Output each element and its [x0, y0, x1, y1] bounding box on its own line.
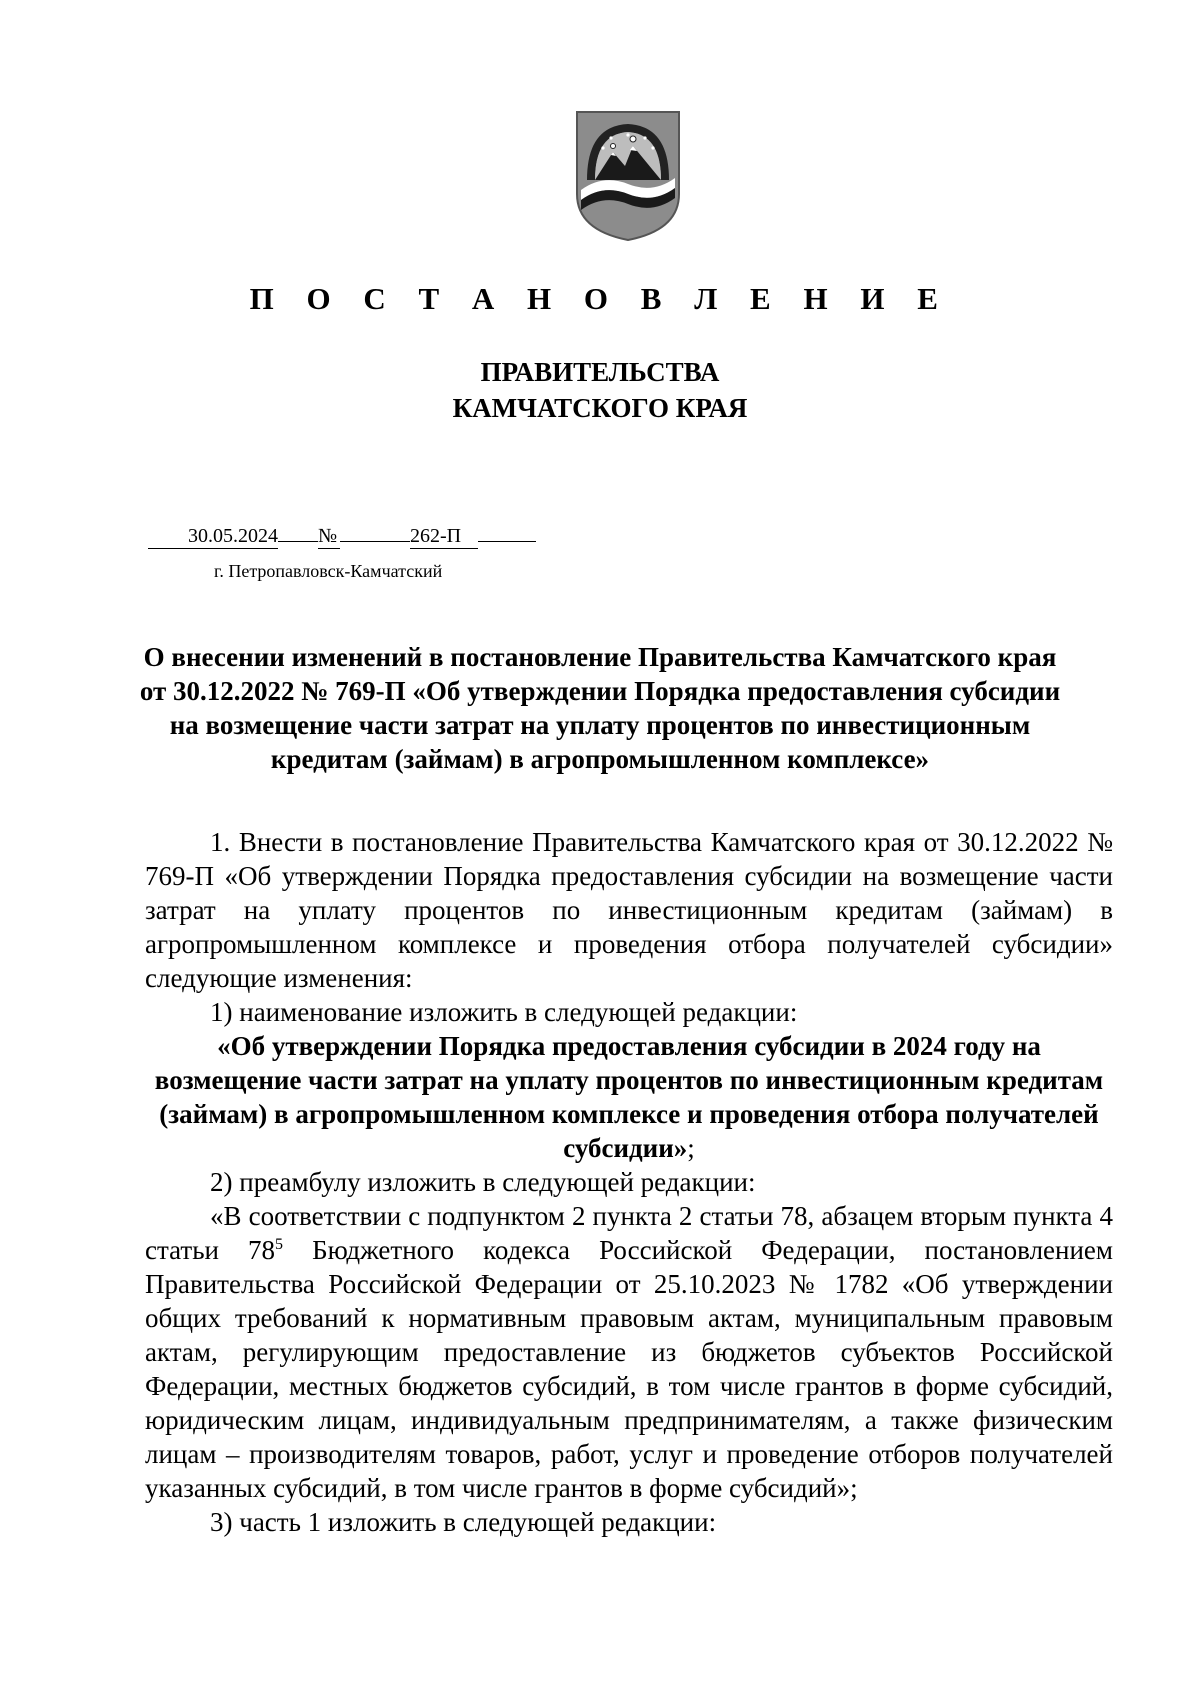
subject-line-3: на возмещение части затрат на уплату процентов по инвестиционным	[169, 710, 1031, 740]
document-body	[145, 825, 1113, 1539]
paragraph-2: 1) наименование изложить в следующей редакции:	[210, 997, 798, 1027]
preamble-part-a: «В соответствии с подпунктом 2 пункта 2 статьи 78, абзацем вторым пункта 4 статьи 78	[145, 1201, 1113, 1265]
document-city: г. Петропавловск-Камчатский	[214, 561, 443, 581]
article-superscript: 5	[275, 1236, 284, 1253]
new-title-text: «Об утверждении Порядка предоставления субсидии в 2024 году на возмещение части затрат на уплату процентов по инвестиционным кредитам (займам) в агропромышленном комплексе и проведения отбора получателей субсидии»	[154, 1031, 1104, 1163]
document-number: 262-П	[410, 524, 478, 549]
authority-line-1: ПРАВИТЕЛЬСТВА	[480, 357, 720, 387]
document-date-number	[148, 524, 568, 549]
paragraph-4: 2) преамбулу изложить в следующей редакции:	[210, 1167, 756, 1197]
coat-of-arms-icon	[573, 108, 683, 244]
issuing-authority	[0, 354, 1200, 426]
authority-line-2: КАМЧАТСКОГО КРАЯ	[452, 393, 748, 423]
preamble-part-b: Бюджетного кодекса Российской Федерации, постановлением Правительства Российской Федерации от 25.10.2023 № 1782 «Об утверждении общих требований к нормативным правовым актам, муниципальным правовым актам, регулирующим предоставление из бюджетов субъектов Российской Федерации, местных бюджетов субсидий, в том числе грантов в форме субсидий, юридическим лицам, индивидуальным предпринимателям, а также физическим лицам – производителям товаров, работ, услуг и проведение отборов получателей указанных субсидий, в том числе грантов в форме субсидий»;	[145, 1235, 1113, 1503]
paragraph-6: 3) часть 1 изложить в следующей редакции:	[210, 1507, 717, 1537]
paragraph-3	[145, 1029, 1113, 1165]
number-sign: №	[318, 524, 340, 549]
paragraph-1: 1. Внести в постановление Правительства Камчатского края от 30.12.2022 № 769-П «Об утверждении Порядка предоставления субсидии на возмещение части затрат на уплату процентов по инвестиционным кредитам (займам) в агропромышленном комплексе и проведения отбора получателей субсидии» следующие изменения:	[145, 827, 1113, 993]
document-subject	[120, 640, 1080, 776]
subject-line-4: кредитам (займам) в агропромышленном комплексе»	[270, 744, 930, 774]
paragraph-5	[145, 1199, 1113, 1505]
document-type-title: П О С Т А Н О В Л Е Н И Е	[249, 281, 951, 316]
document-date: 30.05.2024	[148, 524, 278, 549]
new-title-tail: ;	[687, 1133, 695, 1163]
subject-line-2: от 30.12.2022 № 769-П «Об утверждении Порядка предоставления субсидии	[139, 676, 1061, 706]
subject-line-1: О внесении изменений в постановление Правительства Камчатского края	[143, 642, 1057, 672]
